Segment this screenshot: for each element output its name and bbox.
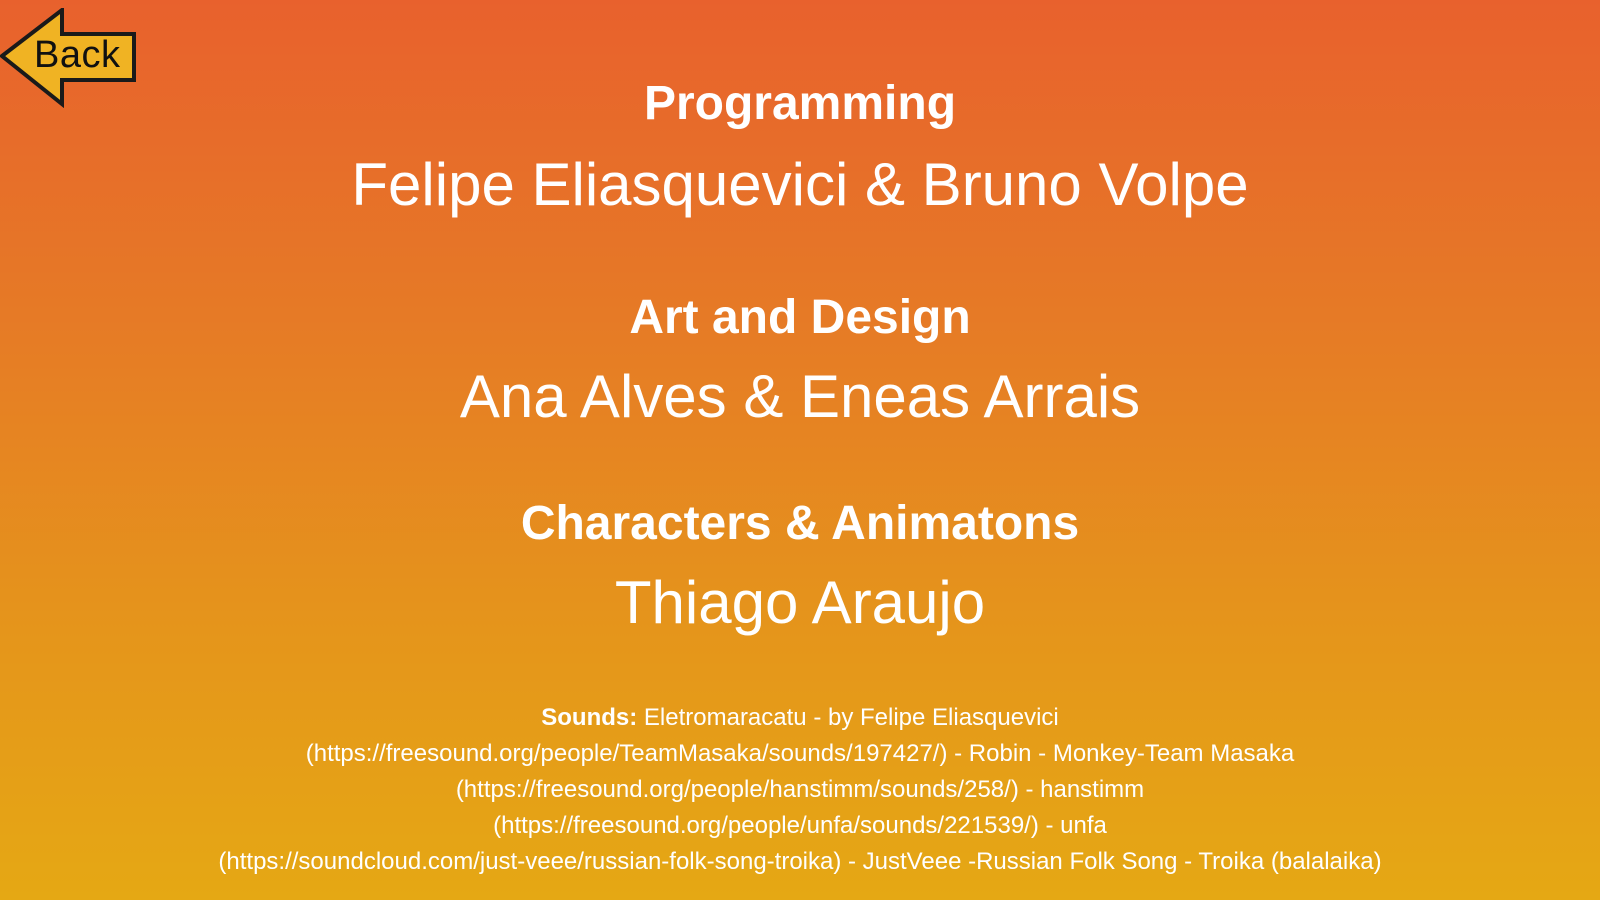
sounds-line: (https://soundcloud.com/just-veee/russian-folk-song-troika) - JustVeee -Russian Folk Song - Troika (balalaika): [218, 848, 1382, 875]
credit-names-programming: Felipe Eliasquevici & Bruno Volpe: [351, 151, 1249, 218]
credit-role-art-design: Art and Design: [629, 291, 971, 344]
credit-role-programming: Programming: [643, 77, 957, 130]
sounds-line-text: Eletromaracatu - by Felipe Eliasquevici: [643, 704, 1059, 731]
sounds-label: Sounds:: [541, 704, 638, 731]
sounds-credits: [100, 700, 1500, 880]
sounds-line: (https://freesound.org/people/unfa/sounds/221539/) - unfa: [493, 812, 1107, 839]
sounds-line: [100, 700, 1500, 736]
credit-names-art-design: Ana Alves & Eneas Arrais: [459, 363, 1141, 430]
sounds-line: (https://freesound.org/people/hanstimm/sounds/258/) - hanstimm: [455, 776, 1145, 803]
back-button-label: Back: [34, 34, 121, 76]
credit-role-characters: Characters & Animatons: [520, 497, 1080, 550]
credit-names-characters: Thiago Araujo: [614, 569, 986, 636]
sounds-line: (https://freesound.org/people/TeamMasaka/sounds/197427/) - Robin - Monkey-Team Masaka: [305, 740, 1295, 767]
